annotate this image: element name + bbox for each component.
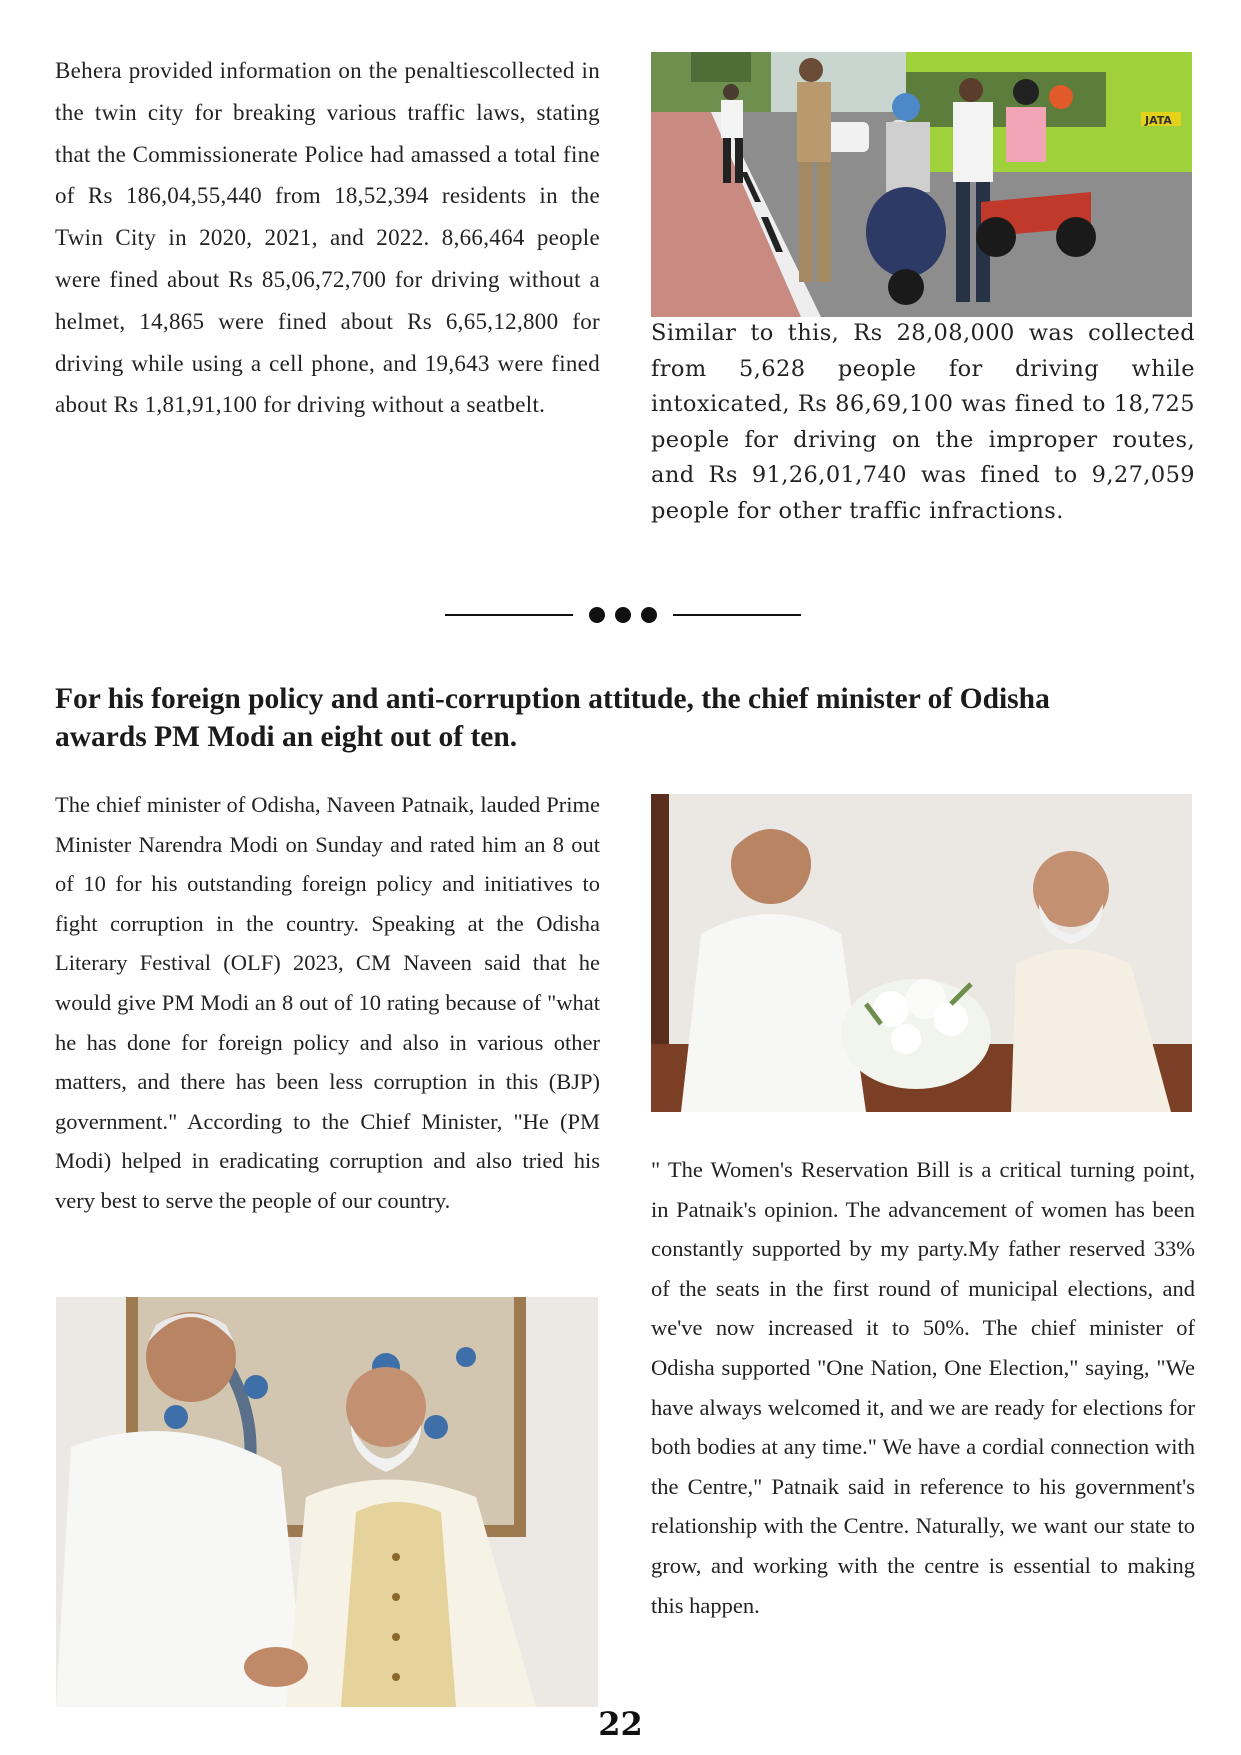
photo-caption: Similar to this, Rs 28,08,000 was collected from 5,628 people for driving while intoxicated, Rs 86,69,100 was fined to 18,725 people for driving on the improper routes, and Rs 91,26,01,740 was fined to 9,27,059 people for other traffic infractions.: [651, 320, 1195, 524]
traffic-checkpoint-photo: [651, 52, 1192, 317]
bouquet-handover-photo: [651, 794, 1192, 1112]
bus-sign: JATA: [1145, 114, 1172, 127]
patnaik-quote: " The Women's Reservation Bill is a critical turning point, in Patnaik's opinion. The advancement of women has been constantly supported by my party.My father reserved 33% of the seats in the first round of municipal elections, and we've now increased it to 50%. The chief minister of Odisha supported "One Nation, One Election," saying, "We have always welcomed it, and we are ready for elections for both bodies at any time." We have a cordial connection with the Centre," Patnaik said in reference to his government's relationship with the Centre. Naturally, we want our state to grow, and working with the centre is essential to making this happen.: [651, 1157, 1195, 1618]
handshake-photo: [56, 1297, 598, 1707]
section-divider: [445, 600, 801, 630]
article-1-body: Behera provided information on the penaltiescollected in the twin city for breaking various traffic laws, stating that the Commissionerate Police had amassed a total fine of Rs 186,04,55,440 from 18,52,394 residents in the Twin City in 2020, 2021, and 2022. 8,66,464 people were fined about Rs 85,06,72,700 for driving without a helmet, 14,865 were fined about Rs 6,65,12,800 for driving while using a cell phone, and 19,643 were fined about Rs 1,81,91,100 for driving without a seatbelt.: [55, 58, 600, 418]
article-2-body: The chief minister of Odisha, Naveen Patnaik, lauded Prime Minister Narendra Modi on Sunday and rated him an 8 out of 10 for his outstanding foreign policy and initiatives to fight corruption in the country. Speaking at the Odisha Literary Festival (OLF) 2023, CM Naveen said that he would give PM Modi an 8 out of 10 rating because of "what he has done for foreign policy and also in various other matters, and there has been less corruption in this (BJP) government." According to the Chief Minister, "He (PM Modi) helped in eradicating corruption and also tried his very best to serve the people of our country.: [55, 792, 600, 1213]
page-number: 22: [598, 1705, 643, 1743]
article-headline: For his foreign policy and anti-corruption attitude, the chief minister of Odisha awards PM Modi an eight out of ten.: [55, 683, 1050, 753]
